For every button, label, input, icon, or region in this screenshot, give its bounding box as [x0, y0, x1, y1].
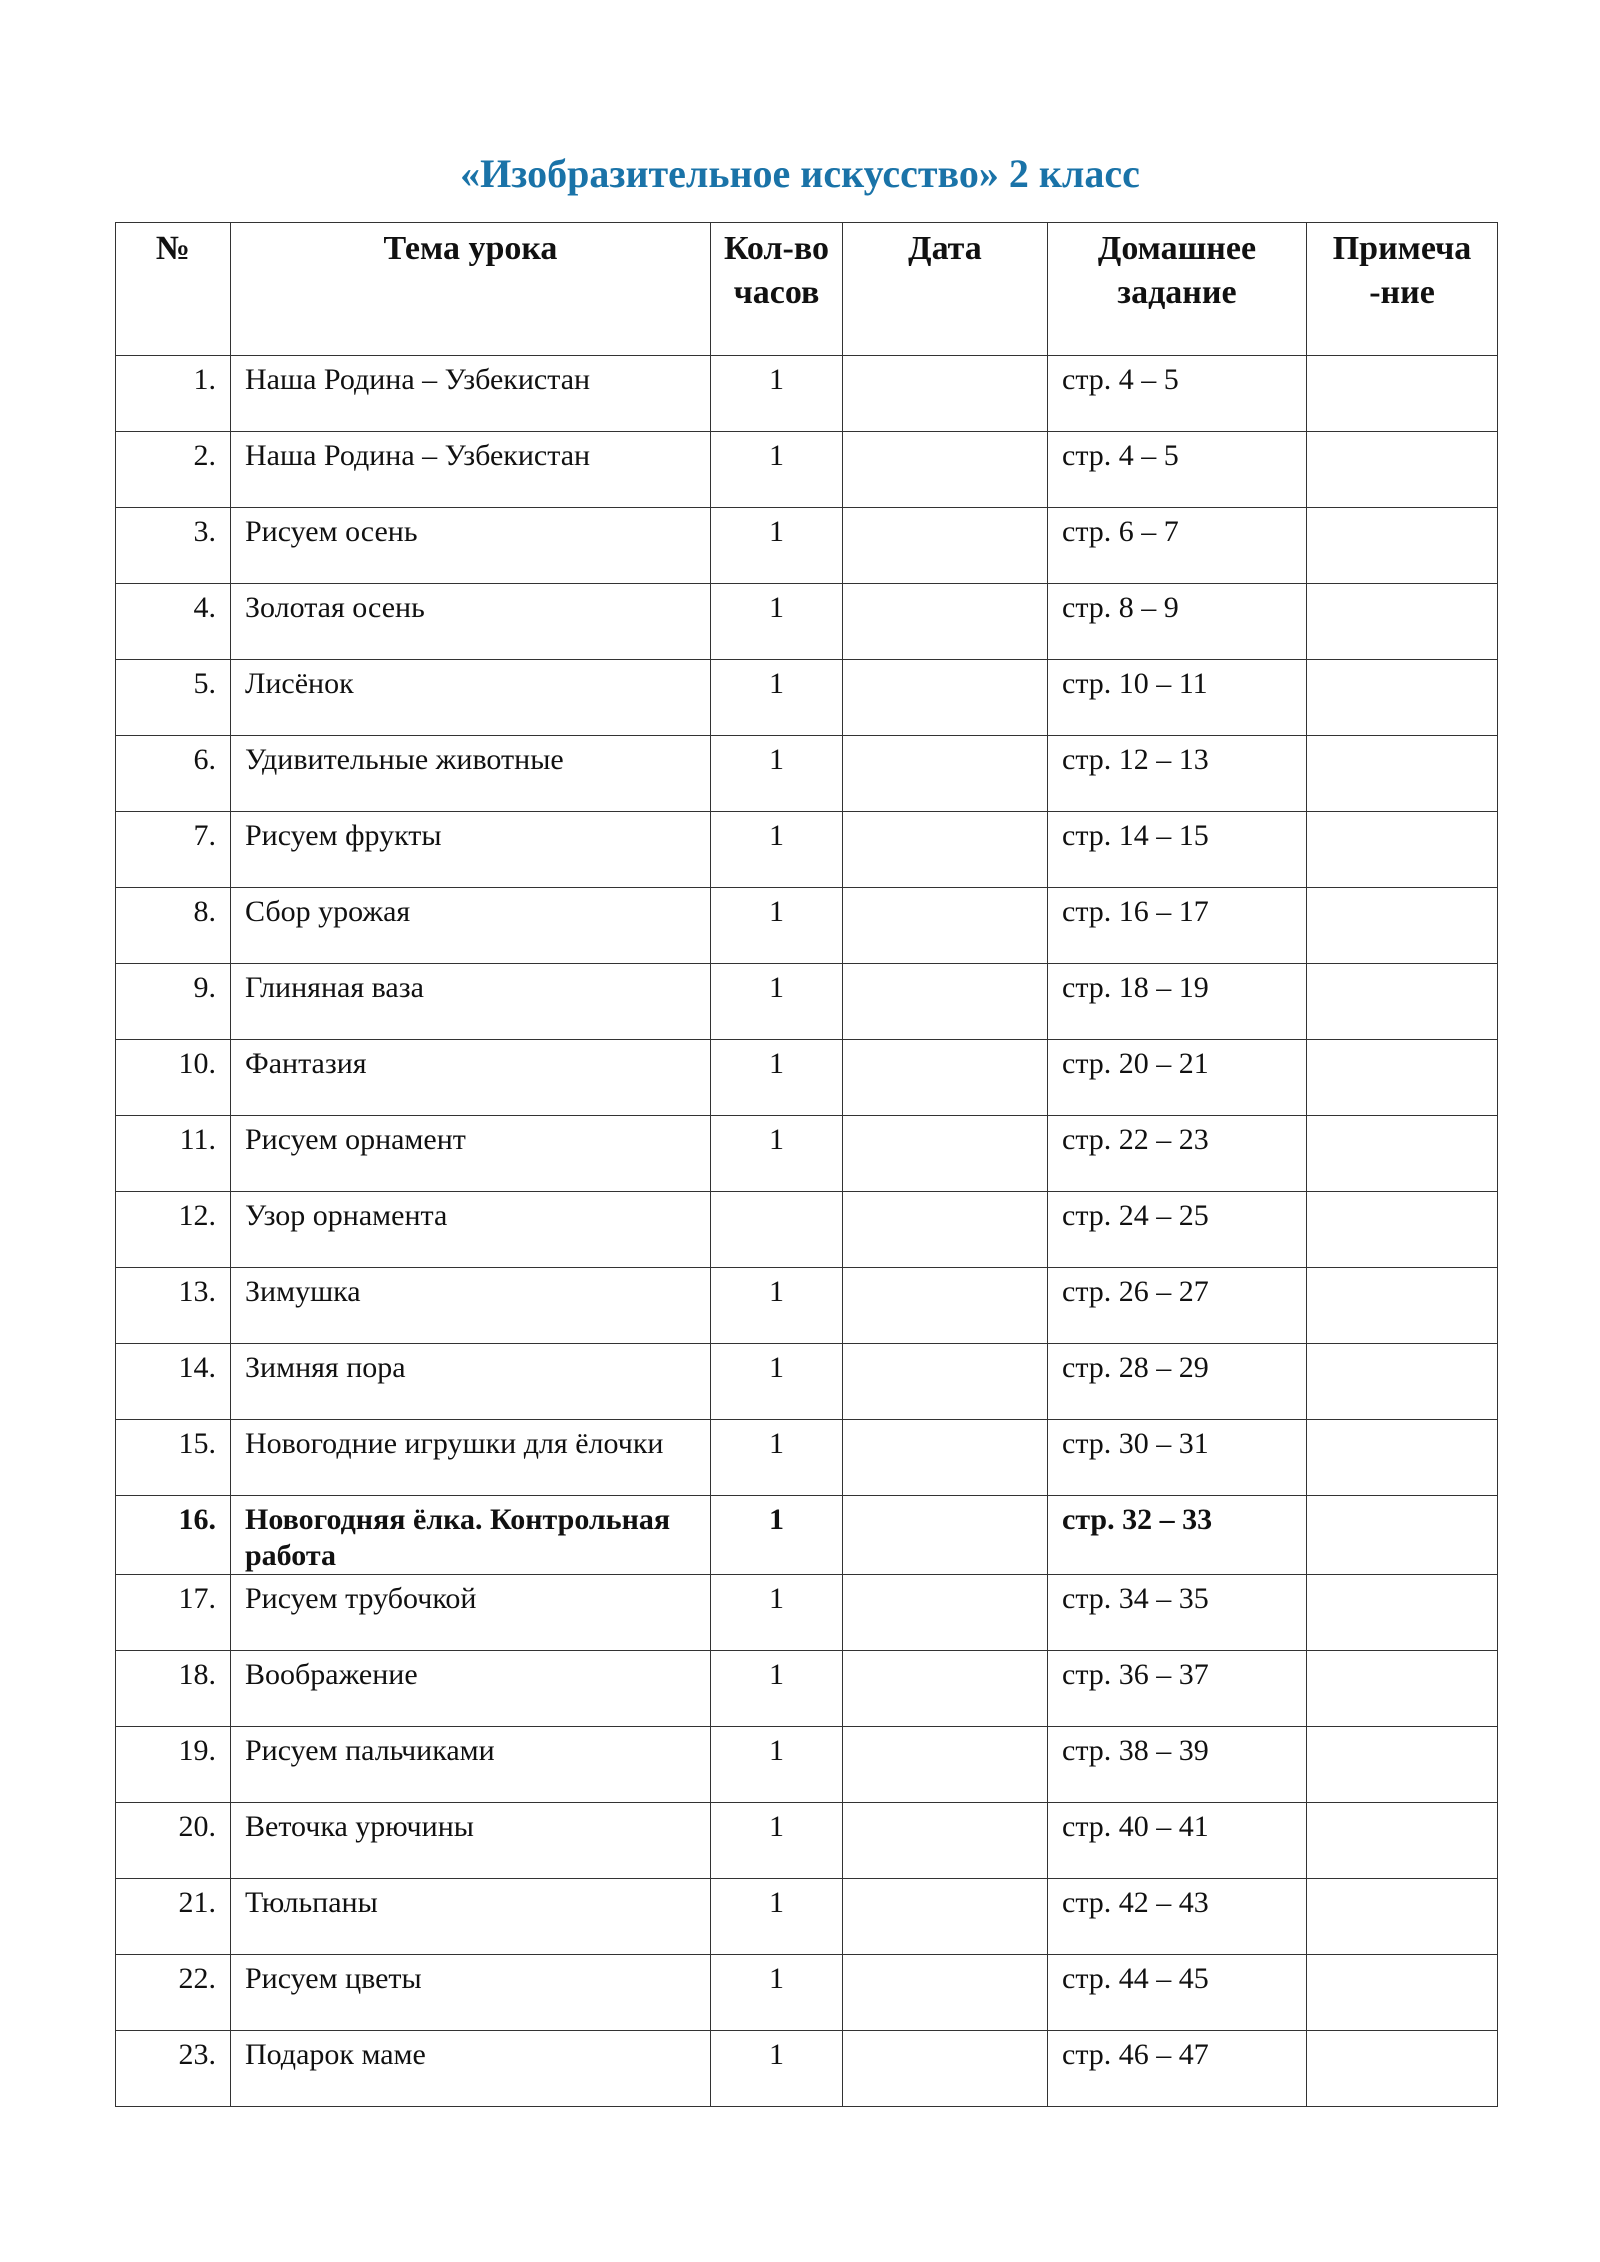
cell-topic: Рисуем трубочкой: [231, 1575, 711, 1651]
cell-num: 7.: [116, 812, 231, 888]
cell-homework: стр. 28 – 29: [1048, 1344, 1307, 1420]
cell-date: [843, 1420, 1048, 1496]
table-row: [116, 964, 1498, 1040]
cell-notes: [1307, 736, 1498, 812]
cell-homework: стр. 24 – 25: [1048, 1192, 1307, 1268]
cell-num: 15.: [116, 1420, 231, 1496]
cell-homework: стр. 18 – 19: [1048, 964, 1307, 1040]
cell-homework: стр. 34 – 35: [1048, 1575, 1307, 1651]
cell-num: 2.: [116, 432, 231, 508]
cell-homework: стр. 10 – 11: [1048, 660, 1307, 736]
cell-topic: Сбор урожая: [231, 888, 711, 964]
cell-date: [843, 1496, 1048, 1575]
cell-homework: стр. 22 – 23: [1048, 1116, 1307, 1192]
column-header-hours: Кол-во часов: [711, 223, 843, 356]
cell-date: [843, 1344, 1048, 1420]
cell-notes: [1307, 1803, 1498, 1879]
cell-homework: стр. 4 – 5: [1048, 432, 1307, 508]
cell-num: 13.: [116, 1268, 231, 1344]
cell-topic: Зимняя пора: [231, 1344, 711, 1420]
table-row: [116, 584, 1498, 660]
cell-hours: 1: [711, 736, 843, 812]
table-body: [116, 356, 1498, 2107]
table-row: [116, 508, 1498, 584]
cell-notes: [1307, 1727, 1498, 1803]
cell-num: 17.: [116, 1575, 231, 1651]
cell-homework: стр. 42 – 43: [1048, 1879, 1307, 1955]
cell-notes: [1307, 1268, 1498, 1344]
cell-hours: 1: [711, 356, 843, 432]
cell-hours: 1: [711, 1420, 843, 1496]
cell-num: 9.: [116, 964, 231, 1040]
cell-num: 14.: [116, 1344, 231, 1420]
cell-date: [843, 584, 1048, 660]
table-row: [116, 1192, 1498, 1268]
cell-notes: [1307, 1192, 1498, 1268]
cell-hours: 1: [711, 1879, 843, 1955]
cell-date: [843, 1575, 1048, 1651]
cell-date: [843, 1651, 1048, 1727]
cell-notes: [1307, 1116, 1498, 1192]
cell-topic: Рисуем фрукты: [231, 812, 711, 888]
table-row: [116, 356, 1498, 432]
cell-date: [843, 1955, 1048, 2031]
cell-topic: Золотая осень: [231, 584, 711, 660]
cell-topic: Наша Родина – Узбекистан: [231, 356, 711, 432]
cell-num: 21.: [116, 1879, 231, 1955]
cell-notes: [1307, 1344, 1498, 1420]
cell-date: [843, 2031, 1048, 2107]
table-row: [116, 736, 1498, 812]
cell-topic: Рисуем цветы: [231, 1955, 711, 2031]
cell-num: 12.: [116, 1192, 231, 1268]
cell-notes: [1307, 1040, 1498, 1116]
cell-num: 3.: [116, 508, 231, 584]
cell-notes: [1307, 1575, 1498, 1651]
table-row: [116, 432, 1498, 508]
cell-topic: Новогодняя ёлка. Контрольная работа: [231, 1496, 711, 1575]
cell-num: 4.: [116, 584, 231, 660]
cell-hours: 1: [711, 812, 843, 888]
table-row: [116, 888, 1498, 964]
cell-num: 16.: [116, 1496, 231, 1575]
cell-topic: Веточка урючины: [231, 1803, 711, 1879]
cell-date: [843, 888, 1048, 964]
cell-date: [843, 432, 1048, 508]
cell-hours: 1: [711, 508, 843, 584]
table-row: [116, 1268, 1498, 1344]
cell-hours: 1: [711, 1040, 843, 1116]
cell-topic: Лисёнок: [231, 660, 711, 736]
cell-homework: стр. 38 – 39: [1048, 1727, 1307, 1803]
table-row: [116, 1575, 1498, 1651]
cell-topic: Зимушка: [231, 1268, 711, 1344]
cell-date: [843, 660, 1048, 736]
cell-topic: Рисуем орнамент: [231, 1116, 711, 1192]
cell-topic: Глиняная ваза: [231, 964, 711, 1040]
cell-date: [843, 1116, 1048, 1192]
cell-hours: 1: [711, 964, 843, 1040]
cell-num: 5.: [116, 660, 231, 736]
cell-homework: стр. 16 – 17: [1048, 888, 1307, 964]
column-header-num: №: [116, 223, 231, 356]
cell-num: 11.: [116, 1116, 231, 1192]
cell-hours: 1: [711, 1955, 843, 2031]
cell-homework: стр. 12 – 13: [1048, 736, 1307, 812]
table-row: [116, 2031, 1498, 2107]
cell-homework: стр. 44 – 45: [1048, 1955, 1307, 2031]
cell-homework: стр. 6 – 7: [1048, 508, 1307, 584]
cell-hours: 1: [711, 2031, 843, 2107]
cell-num: 6.: [116, 736, 231, 812]
cell-num: 22.: [116, 1955, 231, 2031]
cell-topic: Новогодние игрушки для ёлочки: [231, 1420, 711, 1496]
lesson-plan-table: [115, 222, 1498, 2107]
cell-notes: [1307, 1651, 1498, 1727]
table-row: [116, 1727, 1498, 1803]
cell-notes: [1307, 2031, 1498, 2107]
cell-notes: [1307, 812, 1498, 888]
cell-homework: стр. 30 – 31: [1048, 1420, 1307, 1496]
cell-num: 18.: [116, 1651, 231, 1727]
table-row: [116, 1496, 1498, 1575]
cell-num: 1.: [116, 356, 231, 432]
cell-homework: стр. 4 – 5: [1048, 356, 1307, 432]
cell-date: [843, 964, 1048, 1040]
cell-date: [843, 1803, 1048, 1879]
cell-notes: [1307, 964, 1498, 1040]
column-header-topic: Тема урока: [231, 223, 711, 356]
cell-topic: Рисуем осень: [231, 508, 711, 584]
cell-hours: 1: [711, 584, 843, 660]
cell-num: 10.: [116, 1040, 231, 1116]
cell-date: [843, 812, 1048, 888]
table-row: [116, 660, 1498, 736]
cell-notes: [1307, 584, 1498, 660]
cell-hours: [711, 1192, 843, 1268]
cell-notes: [1307, 508, 1498, 584]
cell-homework: стр. 40 – 41: [1048, 1803, 1307, 1879]
table-header-row: [116, 223, 1498, 356]
cell-homework: стр. 36 – 37: [1048, 1651, 1307, 1727]
cell-hours: 1: [711, 1116, 843, 1192]
cell-date: [843, 1268, 1048, 1344]
cell-homework: стр. 14 – 15: [1048, 812, 1307, 888]
cell-date: [843, 356, 1048, 432]
cell-homework: стр. 46 – 47: [1048, 2031, 1307, 2107]
cell-hours: 1: [711, 1803, 843, 1879]
cell-date: [843, 1192, 1048, 1268]
cell-notes: [1307, 1955, 1498, 2031]
cell-topic: Рисуем пальчиками: [231, 1727, 711, 1803]
table-row: [116, 1344, 1498, 1420]
cell-notes: [1307, 432, 1498, 508]
cell-hours: 1: [711, 1651, 843, 1727]
table-row: [116, 1879, 1498, 1955]
column-header-homework: Домашнее задание: [1048, 223, 1307, 356]
cell-topic: Узор орнамента: [231, 1192, 711, 1268]
cell-date: [843, 508, 1048, 584]
table-row: [116, 1651, 1498, 1727]
cell-homework: стр. 32 – 33: [1048, 1496, 1307, 1575]
cell-date: [843, 1879, 1048, 1955]
cell-date: [843, 736, 1048, 812]
cell-num: 23.: [116, 2031, 231, 2107]
cell-notes: [1307, 888, 1498, 964]
page-title: «Изобразительное искусство» 2 класс: [460, 151, 1140, 196]
cell-hours: 1: [711, 660, 843, 736]
cell-notes: [1307, 1879, 1498, 1955]
cell-date: [843, 1040, 1048, 1116]
cell-hours: 1: [711, 1727, 843, 1803]
cell-hours: 1: [711, 1496, 843, 1575]
cell-num: 20.: [116, 1803, 231, 1879]
cell-topic: Тюльпаны: [231, 1879, 711, 1955]
column-header-date: Дата: [843, 223, 1048, 356]
cell-topic: Наша Родина – Узбекистан: [231, 432, 711, 508]
cell-notes: [1307, 660, 1498, 736]
table-row: [116, 1955, 1498, 2031]
table-row: [116, 1420, 1498, 1496]
cell-hours: 1: [711, 888, 843, 964]
cell-topic: Удивительные животные: [231, 736, 711, 812]
cell-homework: стр. 8 – 9: [1048, 584, 1307, 660]
cell-homework: стр. 20 – 21: [1048, 1040, 1307, 1116]
column-header-notes: Примеча -ние: [1307, 223, 1498, 356]
cell-hours: 1: [711, 432, 843, 508]
table-row: [116, 1803, 1498, 1879]
cell-hours: 1: [711, 1268, 843, 1344]
cell-num: 19.: [116, 1727, 231, 1803]
cell-hours: 1: [711, 1575, 843, 1651]
cell-notes: [1307, 1420, 1498, 1496]
cell-num: 8.: [116, 888, 231, 964]
table-row: [116, 1116, 1498, 1192]
cell-topic: Воображение: [231, 1651, 711, 1727]
cell-notes: [1307, 356, 1498, 432]
table-row: [116, 812, 1498, 888]
cell-topic: Подарок маме: [231, 2031, 711, 2107]
cell-notes: [1307, 1496, 1498, 1575]
cell-homework: стр. 26 – 27: [1048, 1268, 1307, 1344]
table-row: [116, 1040, 1498, 1116]
cell-topic: Фантазия: [231, 1040, 711, 1116]
cell-date: [843, 1727, 1048, 1803]
cell-hours: 1: [711, 1344, 843, 1420]
